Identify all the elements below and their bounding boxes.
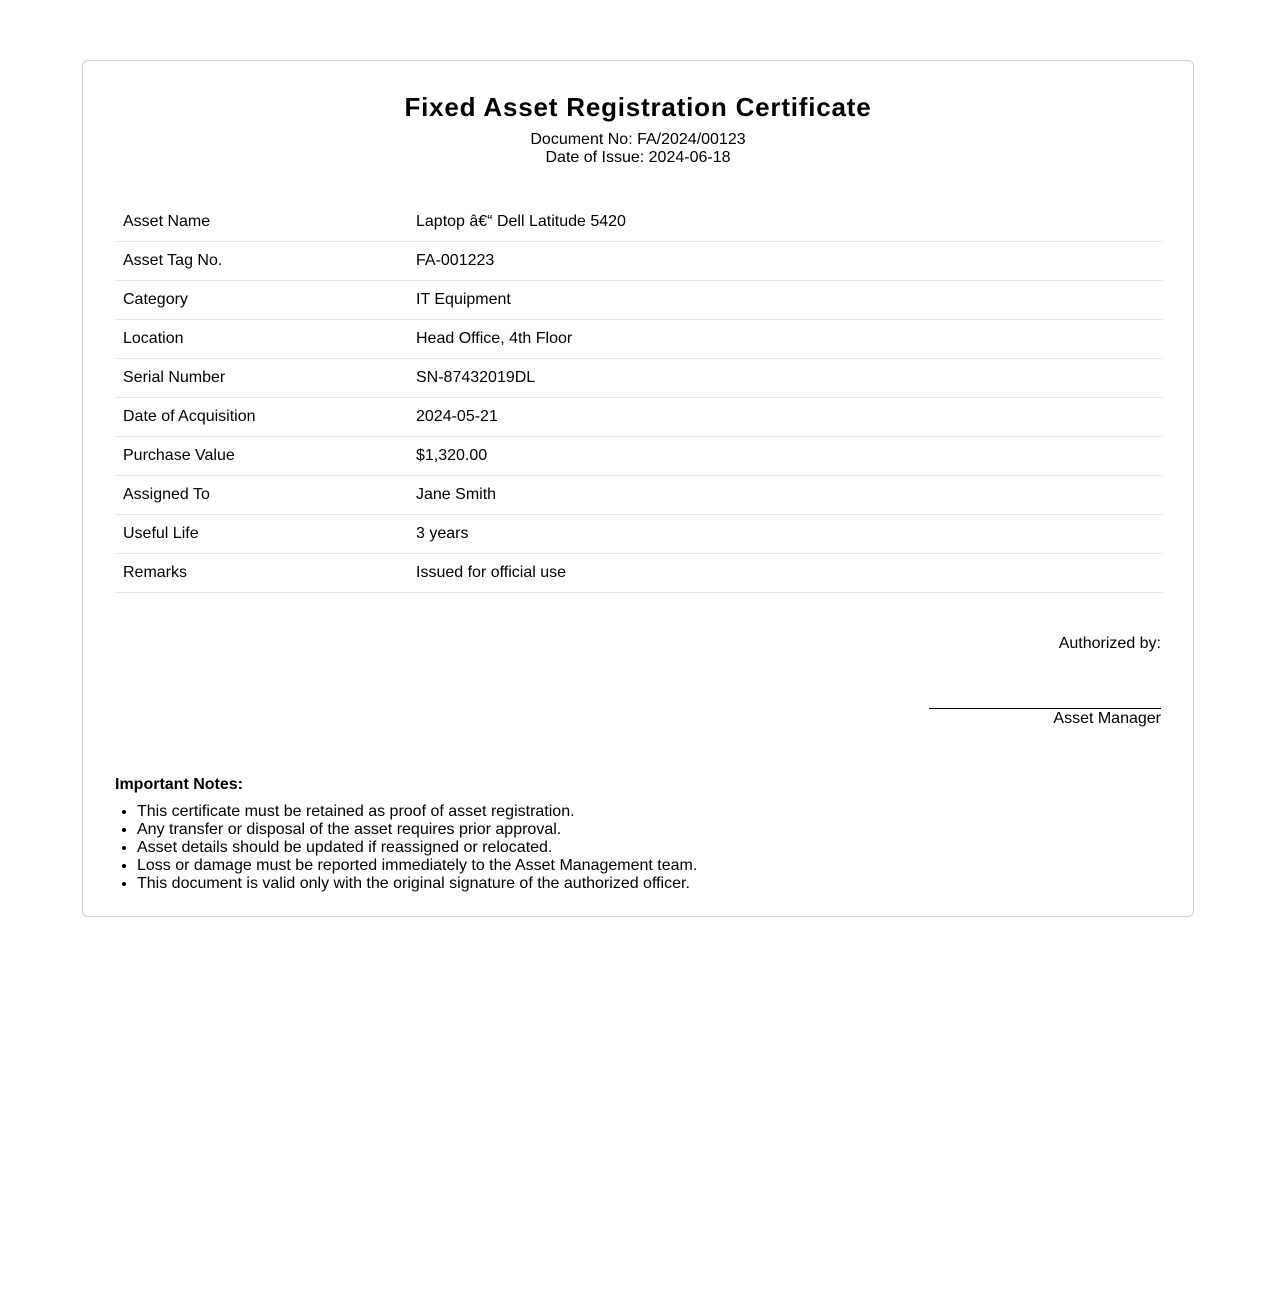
row-value-serial-number: SN-87432019DL [408, 359, 1163, 398]
signature-line [929, 708, 1161, 709]
row-value-assigned-to: Jane Smith [408, 476, 1163, 515]
list-item: • Loss or damage must be reported immediately to the Asset Management team. [137, 857, 697, 875]
list-item: • Any transfer or disposal of the asset requires prior approval. [137, 821, 697, 839]
table-row [115, 242, 1163, 281]
important-notes [115, 775, 697, 893]
row-value-location: Head Office, 4th Floor [408, 320, 1163, 359]
table-row [115, 476, 1163, 515]
table-row [115, 281, 1163, 320]
notes-heading: Important Notes: [115, 776, 243, 793]
table-row [115, 203, 1163, 242]
list-item: • This document is valid only with the original signature of the authorized officer. [137, 875, 697, 893]
asset-details-table [115, 203, 1163, 593]
row-label-category: Category [115, 281, 408, 320]
certificate-card [82, 60, 1194, 917]
row-label-serial-number: Serial Number [115, 359, 408, 398]
table-row [115, 398, 1163, 437]
table-row [115, 554, 1163, 593]
table-row [115, 437, 1163, 476]
row-label-asset-name: Asset Name [115, 203, 408, 242]
row-value-asset-name: Laptop â€“ Dell Latitude 5420 [408, 203, 1163, 242]
table-row [115, 515, 1163, 554]
signatory-role: Asset Manager [1053, 710, 1161, 727]
row-label-asset-tag: Asset Tag No. [115, 242, 408, 281]
row-value-useful-life: 3 years [408, 515, 1163, 554]
row-label-remarks: Remarks [115, 554, 408, 593]
list-item: • Asset details should be updated if reassigned or relocated. [137, 839, 697, 857]
list-item: • This certificate must be retained as proof of asset registration. [137, 803, 697, 821]
document-number: Document No: FA/2024/00123 [530, 131, 746, 148]
row-label-assigned-to: Assigned To [115, 476, 408, 515]
notes-list [115, 803, 697, 893]
table-row [115, 320, 1163, 359]
row-value-date-of-acquisition: 2024-05-21 [408, 398, 1163, 437]
row-value-remarks: Issued for official use [408, 554, 1163, 593]
row-value-purchase-value: $1,320.00 [408, 437, 1163, 476]
row-label-useful-life: Useful Life [115, 515, 408, 554]
authorization-block [929, 635, 1161, 728]
table-row [115, 359, 1163, 398]
row-value-category: IT Equipment [408, 281, 1163, 320]
page-title: Fixed Asset Registration Certificate [404, 92, 872, 122]
row-value-asset-tag: FA-001223 [408, 242, 1163, 281]
row-label-date-of-acquisition: Date of Acquisition [115, 398, 408, 437]
row-label-purchase-value: Purchase Value [115, 437, 408, 476]
date-of-issue: Date of Issue: 2024-06-18 [545, 149, 731, 166]
authorized-by-label: Authorized by: [1058, 635, 1161, 652]
row-label-location: Location [115, 320, 408, 359]
certificate-header [83, 89, 1193, 167]
